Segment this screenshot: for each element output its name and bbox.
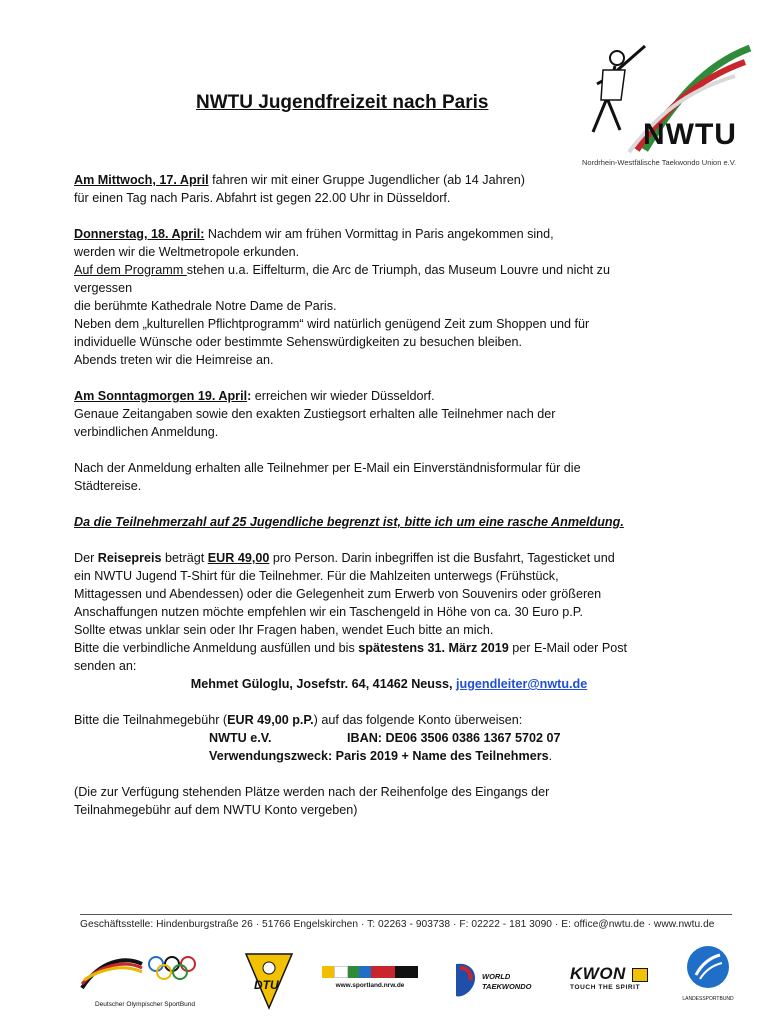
text: Auf dem Programm	[74, 263, 187, 277]
date-wednesday: Am Mittwoch, 17. April	[74, 173, 209, 187]
paragraph	[74, 549, 704, 567]
world-taekwondo-emblem-icon	[452, 960, 482, 1000]
paragraph	[74, 261, 704, 279]
text: :	[247, 389, 252, 403]
bank-iban: IBAN: DE06 3506 0386 1367 5702 07	[347, 731, 561, 745]
paragraph: verbindlichen Anmeldung.	[74, 425, 219, 439]
paragraph: senden an:	[74, 659, 137, 673]
paragraph: werden wir die Weltmetropole erkunden.	[74, 245, 300, 259]
text: stehen u.a. Eiffelturm, die Arc de Triumph, das Museum Louvre und nicht zu	[186, 263, 610, 277]
text: beträgt	[161, 551, 208, 565]
paragraph: (Die zur Verfügung stehenden Plätze werden nach der Reihenfolge des Eingangs der	[74, 785, 550, 799]
sportland-logo	[322, 966, 418, 994]
landessportbund-label: LANDESSPORTBUND	[682, 996, 734, 1002]
dtu-logo	[244, 952, 294, 1010]
bank-purpose	[74, 747, 704, 765]
contact-line	[74, 675, 704, 693]
dtu-label: DTU	[254, 978, 279, 992]
kwon-badge-icon	[632, 968, 648, 982]
deadline: spätestens 31. März 2019	[358, 641, 509, 655]
paragraph	[74, 639, 704, 657]
letter-body	[74, 171, 704, 819]
page-title: NWTU Jugendfreizeit nach Paris	[196, 92, 489, 113]
paragraph: Mittagessen und Abendessen) oder die Gelegenheit zum Erwerb von Souvenirs oder größeren	[74, 587, 602, 601]
text: EUR 49,00 p.P.	[227, 713, 314, 727]
text: Bitte die verbindliche Anmeldung ausfüllen und bis	[74, 641, 359, 655]
bank-line	[74, 729, 704, 747]
kwon-tagline: TOUCH THE SPIRIT	[570, 984, 641, 991]
date-thursday: Donnerstag, 18. April:	[74, 227, 205, 241]
bank-account-name: NWTU e.V.	[209, 731, 272, 745]
text: Bitte die Teilnahmegebühr (	[74, 713, 228, 727]
date-sunday: Am Sonntagmorgen 19. April	[74, 389, 248, 403]
contact-address: Mehmet Güloglu, Josefstr. 64, 41462 Neuss,	[190, 677, 457, 691]
text: fahren wir mit einer Gruppe Jugendlicher (ab 14 Jahren)	[208, 173, 525, 187]
text: pro Person. Darin inbegriffen ist die Busfahrt, Tagesticket und	[269, 551, 615, 565]
kwon-label: KWON	[570, 964, 626, 983]
landessportbund-emblem-icon	[686, 945, 730, 989]
dosb-logo	[80, 950, 210, 1008]
text: Verwendungszweck: Paris 2019 + Name des Teilnehmers	[209, 749, 549, 763]
contact-email-link[interactable]: jugendleiter@nwtu.de	[456, 677, 588, 691]
world-taekwondo-logo	[452, 960, 532, 1004]
world-taekwondo-label-1: WORLD	[482, 972, 511, 981]
footer-divider	[80, 914, 732, 915]
text: .	[548, 749, 553, 763]
notice: Da die Teilnehmerzahl auf 25 Jugendliche begrenzt ist, bitte ich um eine rasche Anmeldung.	[74, 515, 624, 529]
footer-address: Geschäftsstelle: Hindenburgstraße 26 · 51766 Engelskirchen · T: 02263 - 903738 · F: 02222 - 181 3090 · E: office@nwtu.de · www.nwtu.de	[80, 919, 715, 930]
text: Der	[74, 551, 98, 565]
sportland-label: www.sportland.nrw.de	[335, 982, 405, 989]
paragraph: individuelle Wünsche oder bestimmte Sehenswürdigkeiten zu besuchen bleiben.	[74, 335, 523, 349]
text: ) auf das folgende Konto überweisen:	[313, 713, 523, 727]
paragraph: Neben dem „kulturellen Pflichtprogramm“ wird natürlich genügend Zeit zum Shoppen und für	[74, 317, 590, 331]
kwon-logo	[570, 964, 656, 996]
landessportbund-logo	[680, 945, 736, 1003]
text: per E-Mail oder Post	[508, 641, 628, 655]
olympic-rings-icon	[80, 950, 210, 992]
paragraph	[74, 171, 704, 189]
nwtu-logo-caption: Nordrhein-Westfälische Taekwondo Union e.V.	[582, 158, 737, 167]
paragraph: Abends treten wir die Heimreise an.	[74, 353, 274, 367]
paragraph: vergessen	[74, 281, 133, 295]
paragraph: die berühmte Kathedrale Notre Dame de Paris.	[74, 299, 337, 313]
paragraph: für einen Tag nach Paris. Abfahrt ist gegen 22.00 Uhr in Düsseldorf.	[74, 191, 451, 205]
paragraph: Teilnahmegebühr auf dem NWTU Konto vergeben)	[74, 803, 358, 817]
text: Nachdem wir am frühen Vormittag in Paris angekommen sind,	[204, 227, 554, 241]
paragraph	[74, 387, 704, 405]
paragraph	[74, 711, 704, 729]
paragraph: ein NWTU Jugend T-Shirt für die Teilnehmer. Für die Mahlzeiten unterwegs (Frühstück,	[74, 569, 559, 583]
paragraph: Städtereise.	[74, 479, 142, 493]
paragraph	[74, 225, 704, 243]
dosb-label: Deutscher Olympischer SportBund	[94, 1001, 196, 1008]
paragraph: Nach der Anmeldung erhalten alle Teilnehmer per E-Mail ein Einverständnisformular für die	[74, 461, 581, 475]
price: EUR 49,00	[207, 551, 270, 565]
world-taekwondo-label-2: TAEKWONDO	[482, 982, 532, 991]
paragraph: Anschaffungen nutzen möchte empfehlen wir ein Taschengeld in Höhe von ca. 30 Euro p.P.	[74, 605, 583, 619]
text: Reisepreis	[97, 551, 162, 565]
nwtu-logo	[585, 40, 755, 158]
paragraph: Sollte etwas unklar sein oder Ihr Fragen haben, wendet Euch bitte an mich.	[74, 623, 494, 637]
paragraph: Genaue Zeitangaben sowie den exakten Zustiegsort erhalten alle Teilnehmer nach der	[74, 407, 556, 421]
text: erreichen wir wieder Düsseldorf.	[251, 389, 435, 403]
nwtu-logo-text: NWTU	[643, 118, 737, 151]
